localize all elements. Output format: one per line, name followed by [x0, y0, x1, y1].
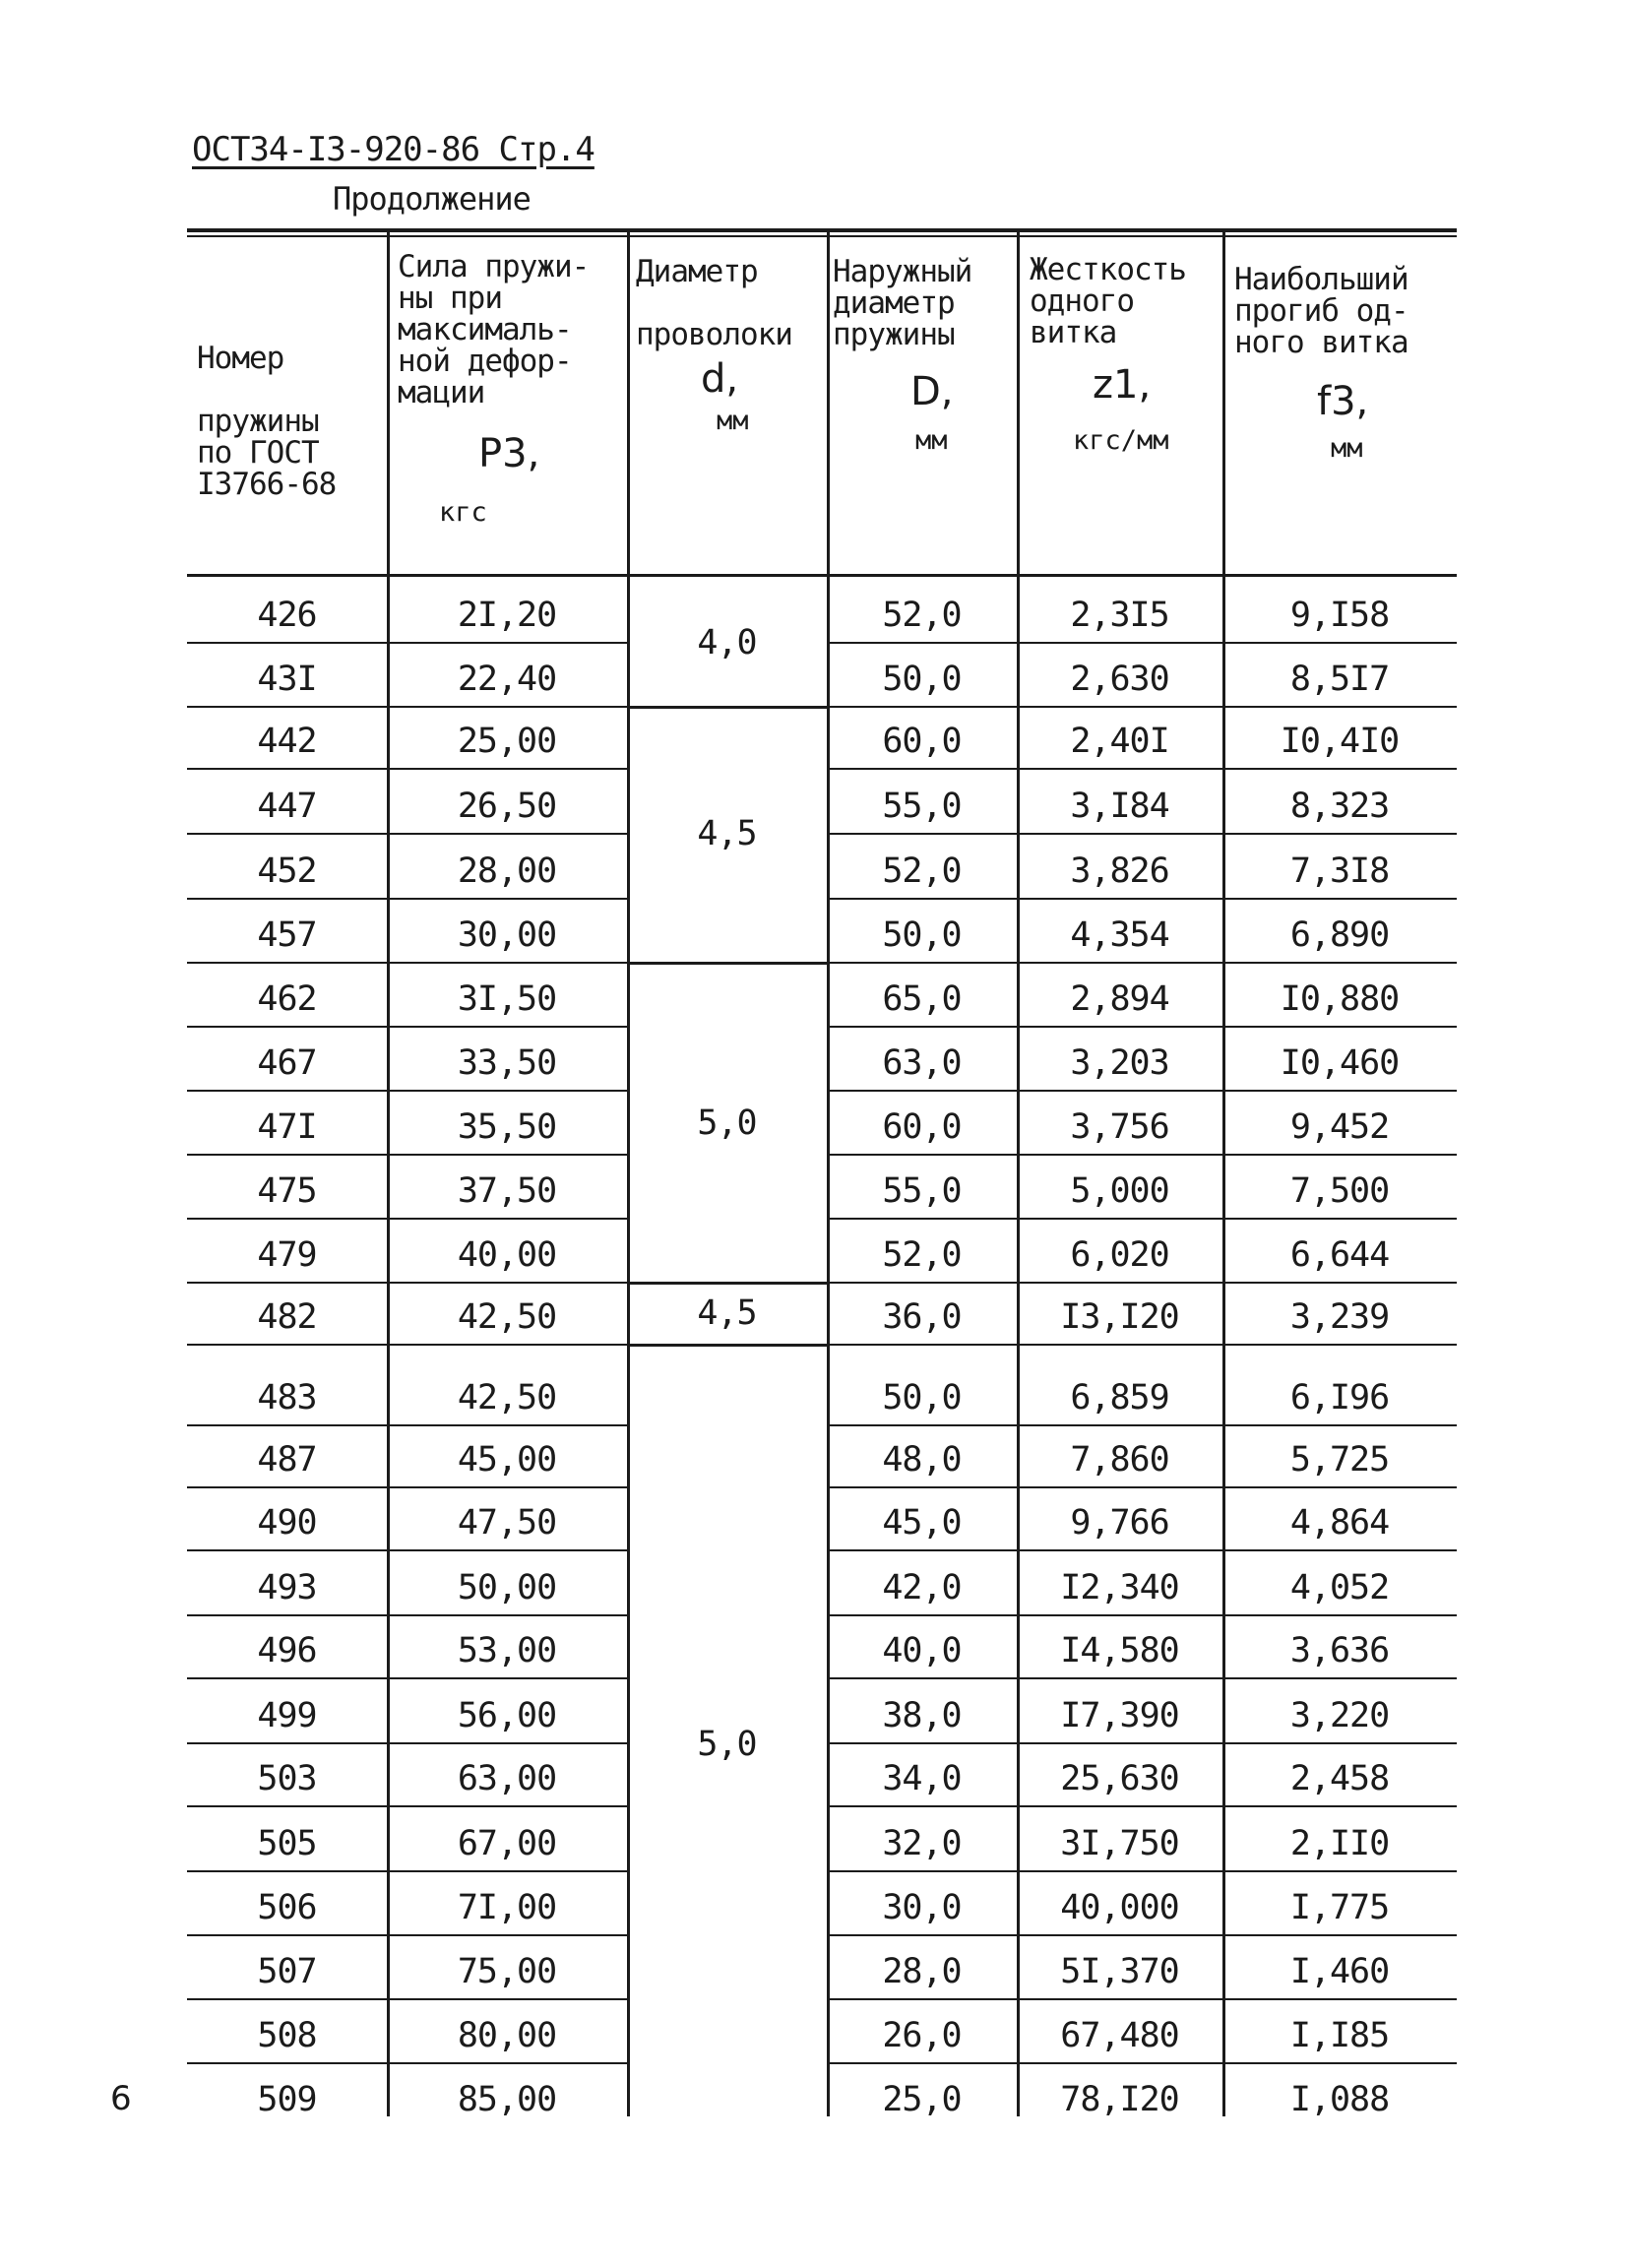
column-symbol-3: D, [910, 369, 954, 414]
table-top-rule [187, 228, 1457, 232]
table-cell-z1: I2,340 [1060, 1568, 1179, 1607]
table-cell-num: 47I [257, 1107, 317, 1147]
row-rule [827, 1998, 1457, 2000]
row-rule [187, 1090, 627, 1092]
row-rule [827, 1549, 1457, 1551]
table-cell-D: 60,0 [882, 722, 962, 761]
table-cell-z1: 2,3I5 [1070, 596, 1169, 635]
table-cell-z1: 40,000 [1060, 1888, 1179, 1927]
table-cell-D: 32,0 [882, 1824, 962, 1863]
table-cell-f3: 6,644 [1289, 1235, 1390, 1275]
row-rule [827, 1805, 1457, 1807]
column-unit-2: мм [717, 406, 749, 436]
table-cell-p3: 47,50 [457, 1503, 557, 1543]
table-cell-f3: 4,052 [1289, 1568, 1390, 1607]
table-cell-p3: 80,00 [457, 2016, 557, 2055]
table-cell-z1: 4,354 [1070, 915, 1169, 955]
row-rule [187, 898, 627, 900]
group-rule [627, 1344, 827, 1347]
table-cell-D: 60,0 [882, 1107, 962, 1147]
row-rule [827, 898, 1457, 900]
table-cell-f3: 4,864 [1289, 1503, 1390, 1543]
row-rule [827, 1154, 1457, 1156]
table-cell-p3: 53,00 [457, 1631, 557, 1670]
column-symbol-4: z1, [1093, 362, 1152, 408]
table-cell-num: 506 [257, 1888, 317, 1927]
row-rule [827, 706, 1457, 708]
table-cell-f3: I0,880 [1280, 979, 1400, 1019]
table-cell-f3: 8,323 [1289, 787, 1390, 826]
table-cell-num: 507 [257, 1952, 317, 1991]
doc-reference: ОСТ34-I3-920-86 Стр.4 [192, 130, 594, 169]
row-rule [187, 833, 627, 835]
table-cell-D: 26,0 [882, 2016, 962, 2055]
table-cell-p3: 22,40 [457, 660, 557, 699]
table-cell-num: 505 [257, 1824, 317, 1863]
table-cell-f3: 3,220 [1289, 1696, 1390, 1735]
table-cell-f3: I,460 [1289, 1952, 1390, 1991]
table-cell-D: 65,0 [882, 979, 962, 1019]
table-cell-f3: 6,I96 [1289, 1378, 1390, 1418]
table-cell-p3: 40,00 [457, 1235, 557, 1275]
table-cell-f3: 5,725 [1289, 1440, 1390, 1480]
table-cell-z1: 3,756 [1070, 1107, 1169, 1147]
table-cell-f3: I,775 [1289, 1888, 1390, 1927]
table-cell-z1: 25,630 [1060, 1759, 1179, 1798]
table-cell-d: 5,0 [697, 1725, 757, 1764]
table-cell-D: 36,0 [882, 1297, 962, 1337]
column-unit-1: кгс [439, 497, 487, 528]
table-cell-num: 503 [257, 1759, 317, 1798]
table-cell-z1: 2,894 [1070, 979, 1169, 1019]
table-cell-f3: 6,890 [1289, 915, 1390, 955]
column-header-5: Наибольший прогиб од- ного витка [1234, 262, 1408, 360]
table-cell-p3: 3I,50 [457, 979, 557, 1019]
row-rule [187, 1549, 627, 1551]
table-cell-num: 462 [257, 979, 317, 1019]
row-rule [827, 1218, 1457, 1220]
header-bottom-rule [187, 574, 1457, 577]
row-rule [827, 1614, 1457, 1616]
table-cell-num: 452 [257, 851, 317, 891]
table-cell-p3: 42,50 [457, 1297, 557, 1337]
table-cell-d: 4,0 [697, 623, 757, 662]
row-rule [187, 1742, 627, 1744]
table-cell-p3: 35,50 [457, 1107, 557, 1147]
table-cell-num: 479 [257, 1235, 317, 1275]
table-cell-num: 493 [257, 1568, 317, 1607]
table-cell-p3: 28,00 [457, 851, 557, 891]
row-rule [187, 1218, 627, 1220]
table-cell-z1: 7,860 [1070, 1440, 1169, 1480]
table-cell-D: 50,0 [882, 915, 962, 955]
table-cell-D: 55,0 [882, 1171, 962, 1211]
table-cell-p3: 37,50 [457, 1171, 557, 1211]
row-rule [187, 1934, 627, 1936]
table-cell-D: 25,0 [882, 2080, 962, 2119]
table-cell-f3: I,088 [1289, 2080, 1390, 2119]
table-cell-p3: 75,00 [457, 1952, 557, 1991]
table-cell-p3: 25,00 [457, 722, 557, 761]
table-cell-num: 499 [257, 1696, 317, 1735]
table-cell-f3: 9,I58 [1289, 596, 1390, 635]
table-top-rule [187, 235, 1457, 237]
table-cell-f3: I0,4I0 [1280, 722, 1400, 761]
table-cell-num: 426 [257, 596, 317, 635]
table-cell-p3: 30,00 [457, 915, 557, 955]
column-unit-3: мм [915, 425, 948, 456]
table-cell-p3: 7I,00 [457, 1888, 557, 1927]
table-cell-num: 43I [257, 660, 317, 699]
row-rule [827, 2062, 1457, 2064]
table-cell-p3: 33,50 [457, 1043, 557, 1083]
table-cell-num: 482 [257, 1297, 317, 1337]
table-cell-D: 55,0 [882, 787, 962, 826]
table-cell-f3: 2,458 [1289, 1759, 1390, 1798]
table-cell-z1: 6,859 [1070, 1378, 1169, 1418]
table-cell-f3: 3,636 [1289, 1631, 1390, 1670]
row-rule [187, 1677, 627, 1679]
table-cell-d: 4,5 [697, 1293, 757, 1333]
page-number: 6 [110, 2079, 132, 2118]
table-cell-z1: 9,766 [1070, 1503, 1169, 1543]
row-rule [187, 642, 627, 644]
row-rule [827, 1344, 1457, 1346]
table-cell-num: 475 [257, 1171, 317, 1211]
table-cell-D: 48,0 [882, 1440, 962, 1480]
table-cell-D: 52,0 [882, 851, 962, 891]
row-rule [187, 1344, 627, 1346]
table-cell-z1: 78,I20 [1060, 2080, 1179, 2119]
table-cell-z1: 2,630 [1070, 660, 1169, 699]
row-rule [827, 833, 1457, 835]
table-cell-p3: 85,00 [457, 2080, 557, 2119]
continuation-label: Продолжение [333, 180, 531, 218]
table-cell-z1: 3,203 [1070, 1043, 1169, 1083]
row-rule [827, 1090, 1457, 1092]
row-rule [187, 2062, 627, 2064]
column-unit-4: кгс/мм [1073, 425, 1169, 456]
table-cell-p3: 50,00 [457, 1568, 557, 1607]
table-cell-z1: 2,40I [1070, 722, 1169, 761]
table-cell-z1: 3,826 [1070, 851, 1169, 891]
column-header-2: Диаметр проволоки [636, 254, 792, 352]
table-cell-z1: 3,I84 [1070, 787, 1169, 826]
row-rule [187, 1486, 627, 1488]
table-cell-p3: 45,00 [457, 1440, 557, 1480]
table-cell-num: 509 [257, 2080, 317, 2119]
table-cell-f3: 8,5I7 [1289, 660, 1390, 699]
table-cell-num: 496 [257, 1631, 317, 1670]
table-cell-z1: I4,580 [1060, 1631, 1179, 1670]
table-cell-D: 28,0 [882, 1952, 962, 1991]
table-cell-f3: 7,3I8 [1289, 851, 1390, 891]
column-symbol-1: P3, [478, 431, 540, 476]
table-cell-p3: 2I,20 [457, 596, 557, 635]
table-cell-f3: I0,460 [1280, 1043, 1400, 1083]
table-cell-D: 40,0 [882, 1631, 962, 1670]
table-cell-num: 467 [257, 1043, 317, 1083]
column-symbol-5: f3, [1317, 379, 1369, 424]
table-cell-p3: 56,00 [457, 1696, 557, 1735]
row-rule [827, 1934, 1457, 1936]
row-rule [827, 768, 1457, 770]
row-rule [827, 962, 1457, 964]
table-cell-num: 483 [257, 1378, 317, 1418]
table-cell-z1: 67,480 [1060, 2016, 1179, 2055]
table-cell-z1: I7,390 [1060, 1696, 1179, 1735]
column-header-0: Номер пружины по ГОСТ I3766-68 [197, 341, 337, 502]
table-cell-D: 42,0 [882, 1568, 962, 1607]
row-rule [827, 1870, 1457, 1872]
table-cell-d: 5,0 [697, 1103, 757, 1143]
row-rule [827, 1742, 1457, 1744]
row-rule [827, 1026, 1457, 1028]
row-rule [187, 1870, 627, 1872]
table-cell-num: 457 [257, 915, 317, 955]
row-rule [187, 1805, 627, 1807]
table-cell-D: 63,0 [882, 1043, 962, 1083]
row-rule [187, 1154, 627, 1156]
table-cell-d: 4,5 [697, 814, 757, 853]
table-cell-num: 447 [257, 787, 317, 826]
row-rule [827, 642, 1457, 644]
table-cell-D: 52,0 [882, 1235, 962, 1275]
table-cell-f3: 3,239 [1289, 1297, 1390, 1337]
table-cell-num: 442 [257, 722, 317, 761]
row-rule [187, 1424, 627, 1426]
table-cell-D: 34,0 [882, 1759, 962, 1798]
row-rule [187, 768, 627, 770]
row-rule [187, 1282, 627, 1284]
row-rule [187, 962, 627, 964]
column-symbol-2: d, [701, 356, 739, 402]
table-cell-p3: 63,00 [457, 1759, 557, 1798]
table-cell-z1: 5,000 [1070, 1171, 1169, 1211]
column-header-1: Сила пружи- ны при максималь- ной дефор- мации [398, 249, 590, 410]
column-header-3: Наружный диаметр пружины [833, 254, 972, 352]
table-cell-z1: I3,I20 [1060, 1297, 1179, 1337]
table-cell-D: 50,0 [882, 1378, 962, 1418]
row-rule [827, 1424, 1457, 1426]
table-cell-D: 38,0 [882, 1696, 962, 1735]
table-cell-z1: 3I,750 [1060, 1824, 1179, 1863]
row-rule [827, 1486, 1457, 1488]
table-cell-f3: I,I85 [1289, 2016, 1390, 2055]
table-cell-num: 490 [257, 1503, 317, 1543]
row-rule [827, 1677, 1457, 1679]
table-cell-f3: 9,452 [1289, 1107, 1390, 1147]
row-rule [187, 1614, 627, 1616]
table-cell-p3: 42,50 [457, 1378, 557, 1418]
column-header-4: Жесткость одного витка [1030, 252, 1186, 350]
table-cell-num: 487 [257, 1440, 317, 1480]
table-cell-num: 508 [257, 2016, 317, 2055]
table-cell-D: 30,0 [882, 1888, 962, 1927]
table-cell-p3: 67,00 [457, 1824, 557, 1863]
row-rule [187, 706, 627, 708]
table-cell-D: 45,0 [882, 1503, 962, 1543]
table-cell-f3: 7,500 [1289, 1171, 1390, 1211]
table-cell-z1: 6,020 [1070, 1235, 1169, 1275]
table-cell-f3: 2,II0 [1289, 1824, 1390, 1863]
table-cell-p3: 26,50 [457, 787, 557, 826]
row-rule [827, 1282, 1457, 1284]
table-cell-D: 52,0 [882, 596, 962, 635]
table-cell-z1: 5I,370 [1060, 1952, 1179, 1991]
table-cell-D: 50,0 [882, 660, 962, 699]
row-rule [187, 1998, 627, 2000]
column-unit-5: мм [1331, 433, 1363, 464]
row-rule [187, 1026, 627, 1028]
